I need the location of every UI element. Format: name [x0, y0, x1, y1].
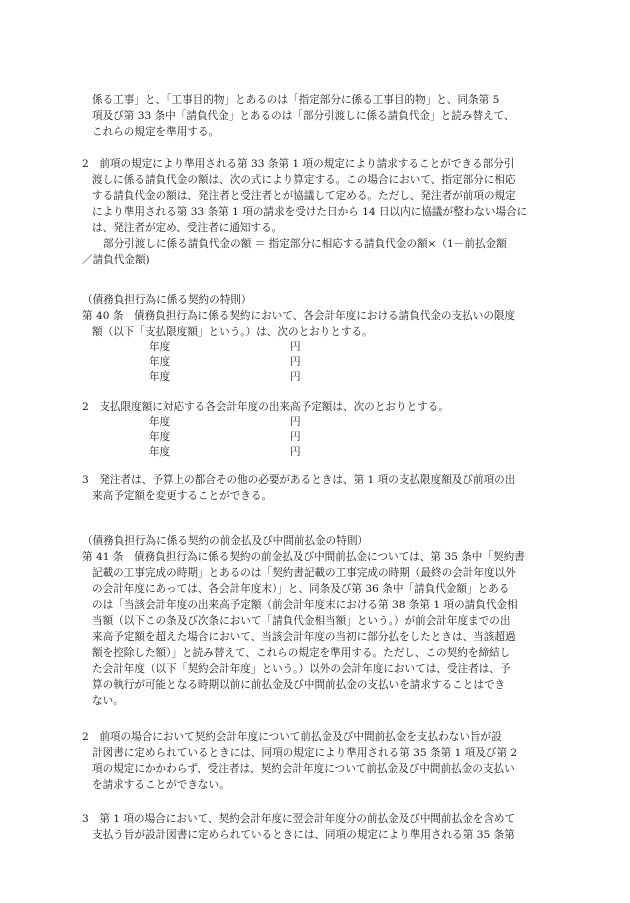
formula-line: ／請負代金額) — [82, 254, 150, 266]
article41-paragraph2-line: 2 前項の場合において契約会計年度について前払金及び中間前払金を支払わない旨が設 — [82, 731, 502, 743]
article39-paragraph2-line: により準用される第 33 条第 1 項の請求を受けた日から 14 日以内に協議が整わない場合に — [92, 206, 528, 218]
article41-paragraph1-line: 額を控除した額）」と読み替えて、これらの規定を準用する。ただし、この契約を締結し — [92, 647, 511, 659]
article39-paragraph2-line: 渡しに係る請負代金の額は、次の式により算定する。この場合において、指定部分に相応 — [92, 174, 516, 186]
continuation-line: 係る工事」と、「工事目的物」とあるのは「指定部分に係る工事目的物」と、同条第 5 — [92, 94, 500, 106]
article39-paragraph2-line: 2 前項の規定により準用される第 33 条第 1 項の規定により請求することができる部分引 — [82, 158, 515, 170]
article41-paragraph1-line: 当額（以下この条及び次条において「請負代金相当額」という。）が前会計年度までの出 — [92, 615, 511, 627]
article40-paragraph2-line: 2 支払限度額に対応する各会計年度の出来高予定額は、次のとおりとする。 — [82, 401, 449, 413]
table-yen-cell: 円 — [290, 356, 301, 368]
table-yen-cell: 円 — [290, 416, 301, 428]
table-year-cell: 年度 — [149, 341, 171, 353]
table-year-cell: 年度 — [149, 431, 171, 443]
table-yen-cell: 円 — [290, 341, 301, 353]
table-year-cell: 年度 — [149, 446, 171, 458]
article41-paragraph3-line: 支払う旨が設計図書に定められているときには、同項の規定により準用される第 35 条第 — [92, 829, 515, 841]
table-yen-cell: 円 — [290, 371, 301, 383]
article40-paragraph1-line: 額（以下「支払限度額」という。）は、次のとおりとする。 — [92, 326, 373, 338]
table-year-cell: 年度 — [149, 356, 171, 368]
article41-paragraph1-line: のは「当該会計年度の出来高予定額（前会計年度末における第 38 条第 1 項の請負代金相 — [92, 599, 518, 611]
table-yen-cell: 円 — [290, 446, 301, 458]
article41-paragraph2-line: を請求することができない。 — [92, 779, 230, 791]
article40-heading: （債務負担行為に係る契約の特則） — [82, 294, 252, 306]
article40-paragraph3-line: 来高予定額を変更することができる。 — [92, 490, 273, 502]
article41-paragraph2-line: 項の規定にかかわらず、受注者は、契約会計年度について前払金及び中間前払金の支払い — [92, 763, 515, 775]
article39-paragraph2-line: する請負代金の額は、発注者と受注者とが協議して定める。ただし、発注者が前項の規定 — [92, 190, 516, 202]
formula-line: 部分引渡しに係る請負代金の額 ＝ 指定部分に相応する請負代金の額×（1－前払金額 — [103, 238, 507, 250]
article41-paragraph1-line: の会計年度にあっては、各会計年度末）」と、同条及び第 36 条中「請負代金額」とある — [92, 583, 510, 595]
article40-paragraph1-line: 第 40 条 債務負担行為に係る契約において、各会計年度における請負代金の支払いの限度 — [82, 310, 516, 322]
article41-paragraph1-line: 算の執行が可能となる時期以前に前払金及び中間前払金の支払いを請求することはでき — [92, 679, 506, 691]
article41-paragraph1-line: 来高予定額を超えた場合において、当該会計年度の当初に部分払をしたときは、当該超過 — [92, 631, 516, 643]
table-year-cell: 年度 — [149, 371, 171, 383]
table-yen-cell: 円 — [290, 431, 301, 443]
article41-paragraph1-line: 記載の工事完成の時期」とあるのは「契約書記載の工事完成の時期（最終の会計年度以外 — [92, 567, 516, 579]
table-year-cell: 年度 — [149, 416, 171, 428]
article39-paragraph2-line: は、発注者が定め、受注者に通知する。 — [92, 222, 283, 234]
article41-paragraph1-line: ない。 — [92, 695, 124, 707]
article40-paragraph3-line: 3 発注者は、予算上の都合その他の必要があるときは、第 1 項の支払限度額及び前項の出 — [82, 474, 516, 486]
article41-paragraph2-line: 計図書に定められているときには、同項の規定により準用される第 35 条第 1 項及び第 2 — [92, 747, 518, 759]
article41-paragraph1-line: た会計年度（以下「契約会計年度」という。）以外の会計年度においては、受注者は、予 — [92, 663, 511, 675]
article41-paragraph1-line: 第 41 条 債務負担行為に係る契約の前金払及び中間前払金については、第 35 条中「契約書 — [82, 551, 525, 563]
continuation-line: 項及び第 33 条中「請負代金」とあるのは「部分引渡しに係る請負代金」と読み替えて、 — [92, 110, 515, 122]
continuation-line: これらの規定を準用する。 — [92, 126, 220, 138]
article41-paragraph3-line: 3 第 1 項の場合において、契約会計年度に翌会計年度分の前払金及び中間前払金を含めて — [82, 813, 516, 825]
article41-heading: （債務負担行為に係る契約の前金払及び中間前払金の特則） — [82, 535, 369, 547]
